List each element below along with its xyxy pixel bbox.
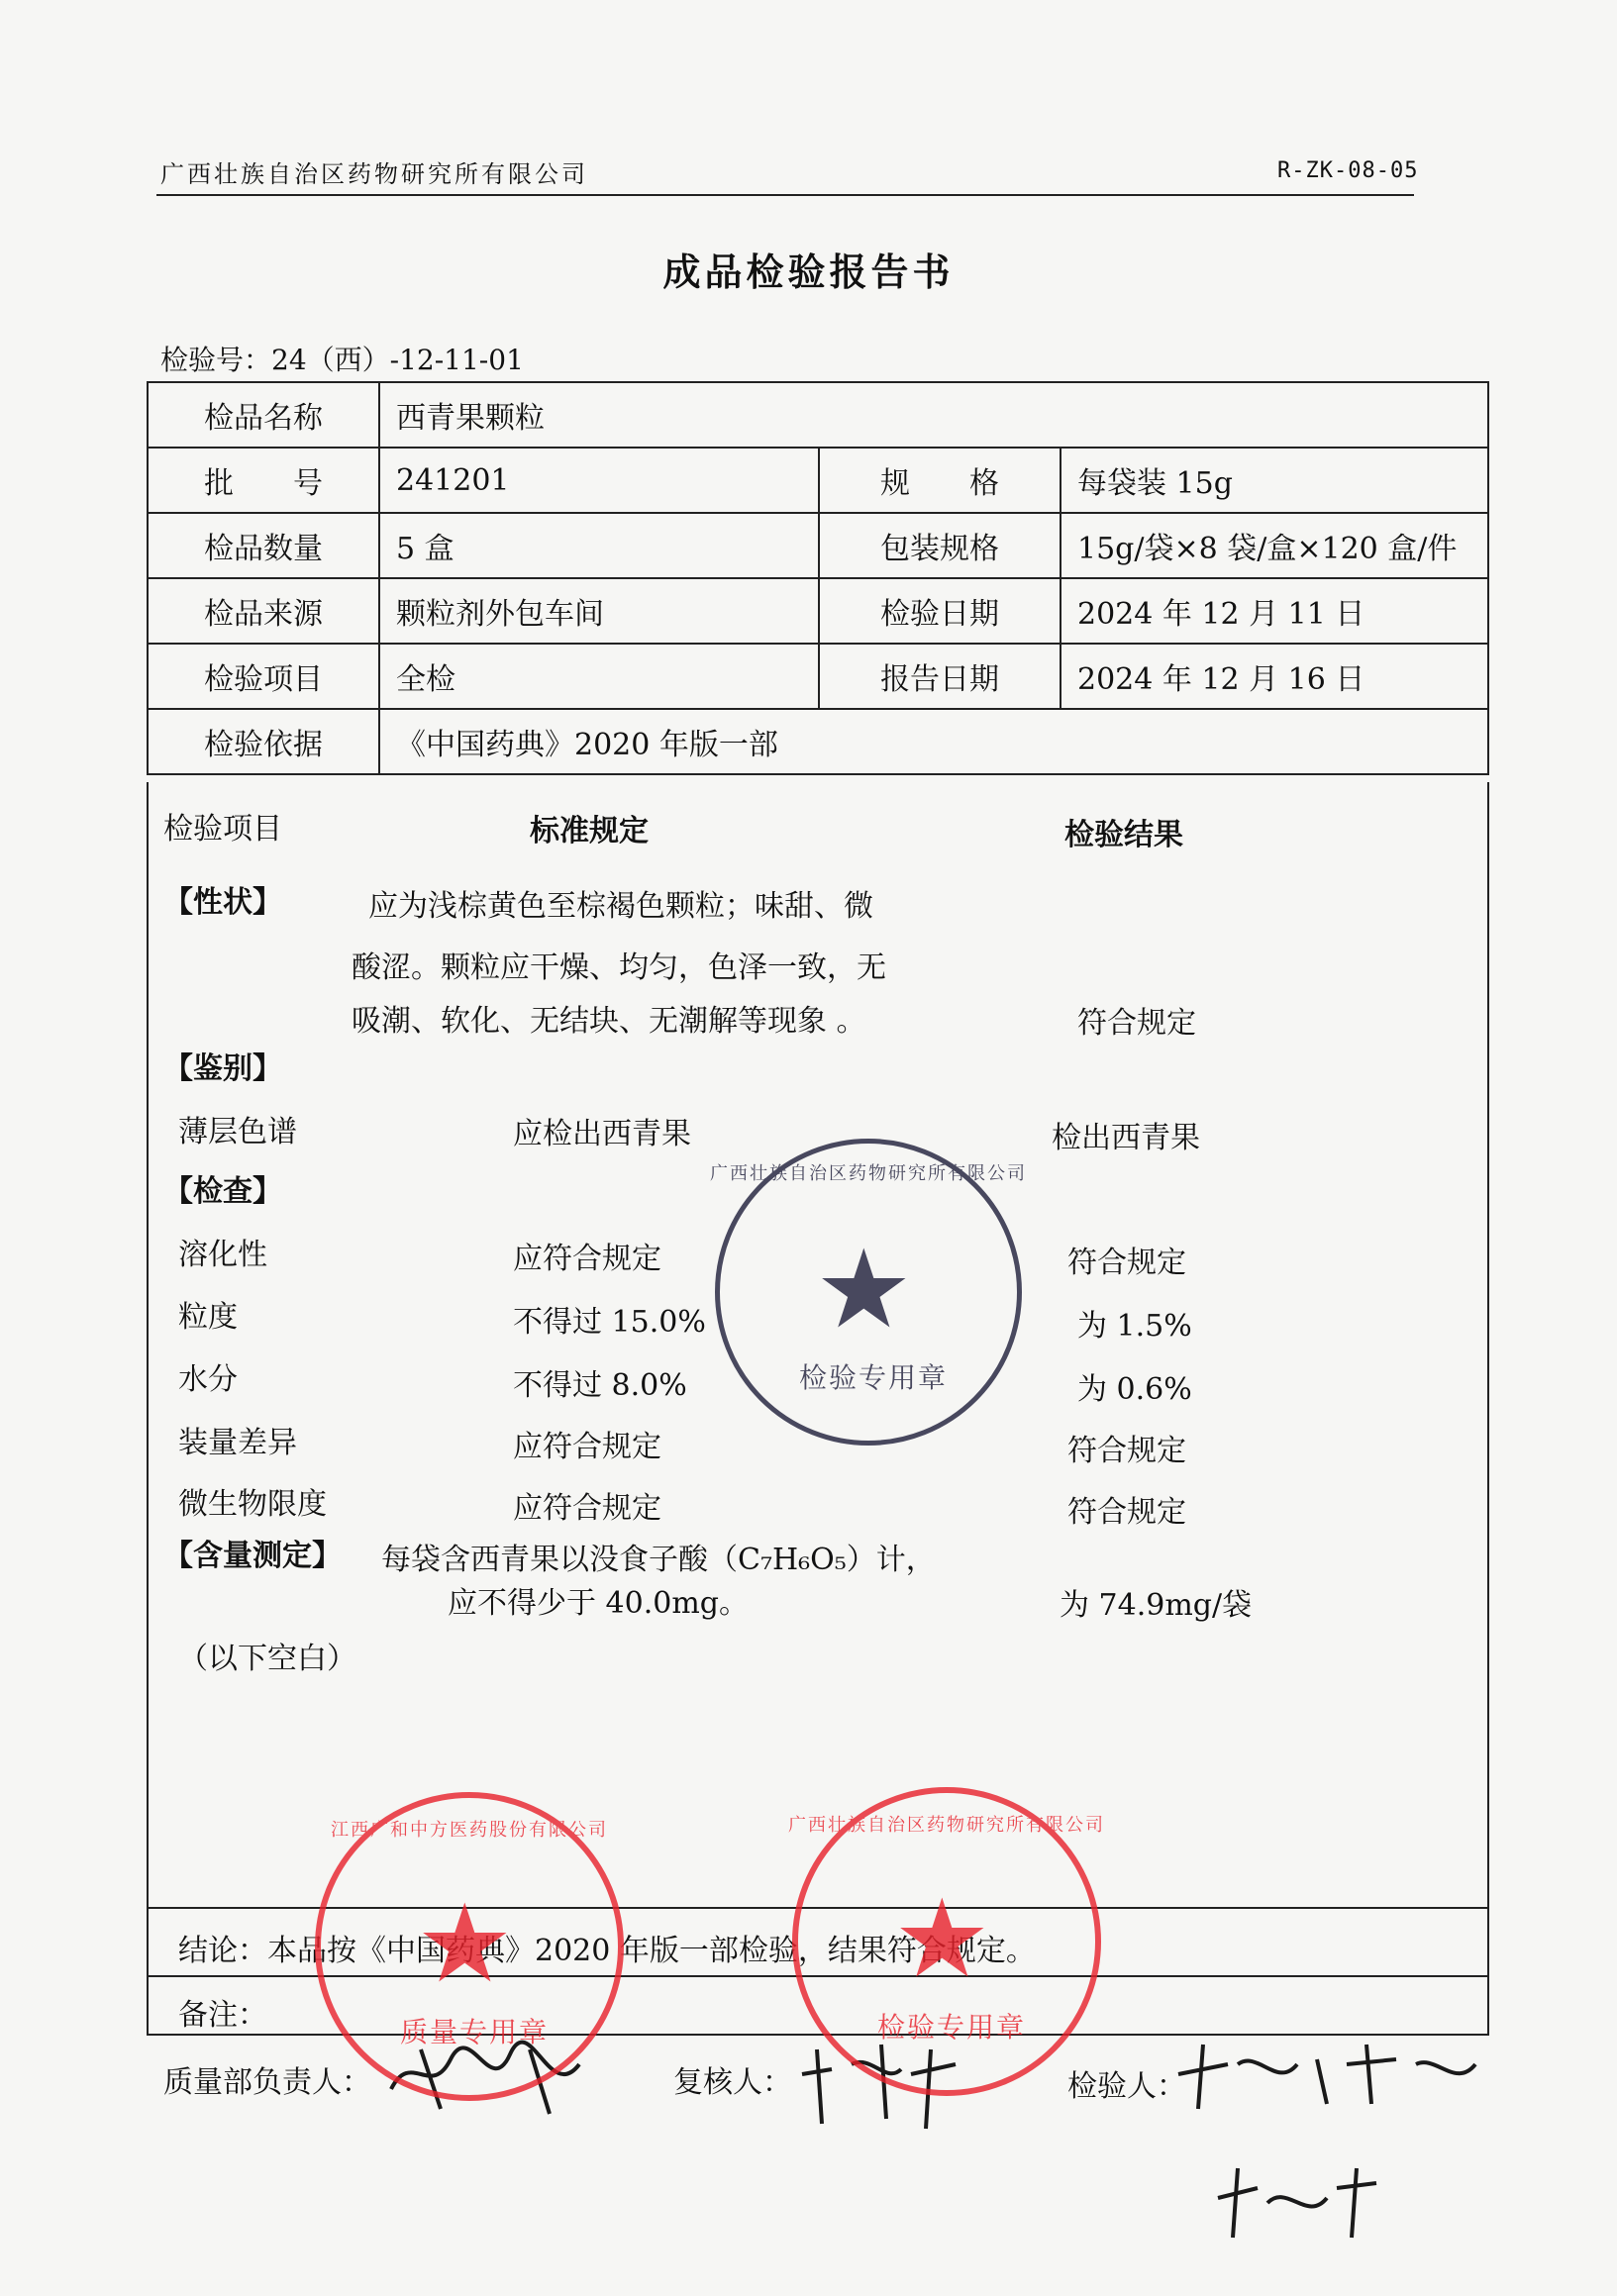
tlc-name: 薄层色谱 [178, 1115, 297, 1149]
appearance-title: 【性状】 [163, 885, 282, 920]
form-code: R-ZK-08-05 [1277, 158, 1419, 183]
remarks-label: 备注： [178, 1998, 267, 2033]
fill-variation-name: 装量差异 [178, 1426, 297, 1460]
batch-value: 241201 [379, 448, 819, 513]
table-row [148, 709, 1488, 774]
header-rule [156, 194, 1414, 196]
results-header-item: 检验项目 [163, 812, 282, 847]
microbial-limit-standard: 应符合规定 [513, 1491, 661, 1526]
table-row [148, 448, 1488, 513]
microbial-limit-result: 符合规定 [1067, 1495, 1186, 1530]
solubility-standard: 应符合规定 [513, 1242, 661, 1276]
company-name: 广西壮族自治区药物研究所有限公司 [160, 160, 588, 188]
fill-variation-result: 符合规定 [1067, 1434, 1186, 1468]
report-date-label: 报告日期 [819, 644, 1061, 709]
report-date-value: 2024 年 12 月 16 日 [1061, 644, 1488, 709]
conclusion: 结论：本品按《中国药典》2020 年版一部检验，结果符合规定。 [178, 1934, 1036, 1968]
results-header-standard: 标准规定 [530, 814, 649, 849]
fill-variation-standard: 应符合规定 [513, 1430, 661, 1464]
product-info-table [147, 381, 1489, 775]
identification-title: 【鉴别】 [163, 1051, 282, 1086]
inspection-title: 【检查】 [163, 1174, 282, 1209]
source-label: 检品来源 [148, 578, 379, 644]
star-icon: ★ [416, 1880, 514, 2007]
table-row [148, 644, 1488, 709]
item-label: 检验项目 [148, 644, 379, 709]
moisture-result: 为 0.6% [1077, 1372, 1192, 1407]
pack-value: 15g/袋×8 袋/盒×120 盒/件 [1061, 513, 1488, 578]
inspection-stamp-blue [710, 1139, 1027, 1446]
appearance-result: 符合规定 [1077, 1006, 1196, 1041]
solubility-name: 溶化性 [178, 1238, 267, 1272]
inspector-signature-2 [1208, 2158, 1386, 2247]
assay-title: 【含量测定】 [163, 1539, 342, 1573]
microbial-limit-name: 微生物限度 [178, 1487, 327, 1522]
results-header-result: 检验结果 [1064, 818, 1183, 852]
basis-value: 《中国药典》2020 年版一部 [379, 709, 1488, 774]
tlc-result: 检出西青果 [1052, 1121, 1200, 1155]
solubility-result: 符合规定 [1067, 1246, 1186, 1280]
inspection-stamp-red [788, 1787, 1105, 2096]
inspector-signature [1168, 2035, 1485, 2114]
table-row [148, 513, 1488, 578]
red-stamp1-top-text: 江西广和中方医药股份有限公司 [331, 1820, 608, 1841]
red-stamp2-top-text: 广西壮族自治区药物研究所有限公司 [788, 1815, 1105, 1836]
report-title: 成品检验报告书 [662, 250, 955, 294]
moisture-standard: 不得过 8.0% [513, 1368, 687, 1403]
appearance-standard-line1: 应为浅棕黄色至棕褐色颗粒；味甜、微 [368, 889, 873, 924]
quality-stamp-red [315, 1792, 624, 2101]
tlc-standard: 应检出西青果 [513, 1117, 691, 1151]
star-icon: ★ [893, 1875, 991, 2002]
item-value: 全检 [379, 644, 819, 709]
appearance-standard-line3: 吸潮、软化、无结块、无潮解等现象 。 [352, 1004, 866, 1039]
spec-label: 规 格 [819, 448, 1061, 513]
name-value: 西青果颗粒 [379, 382, 1488, 448]
spec-value: 每袋装 15g [1061, 448, 1488, 513]
test-date-value: 2024 年 12 月 11 日 [1061, 578, 1488, 644]
basis-label: 检验依据 [148, 709, 379, 774]
quality-head-label: 质量部负责人： [163, 2065, 371, 2100]
blue-stamp-top-text: 广西壮族自治区药物研究所有限公司 [710, 1163, 1027, 1184]
red-stamp2-bottom-text: 检验专用章 [877, 2011, 1027, 2044]
inspector-label: 检验人： [1067, 2069, 1186, 2104]
assay-result: 为 74.9mg/袋 [1060, 1588, 1253, 1623]
red-stamp1-bottom-text: 质量专用章 [400, 2016, 550, 2048]
granularity-name: 粒度 [178, 1300, 238, 1335]
inspection-number: 检验号：24（西）-12-11-01 [160, 344, 524, 376]
assay-standard-line2: 应不得少于 40.0mg。 [448, 1586, 749, 1621]
star-icon: ★ [815, 1226, 913, 1352]
moisture-name: 水分 [178, 1362, 238, 1397]
granularity-result: 为 1.5% [1077, 1309, 1192, 1344]
table-row [148, 578, 1488, 644]
qty-value: 5 盒 [379, 513, 819, 578]
table-row [148, 382, 1488, 448]
blue-stamp-bottom-text: 检验专用章 [799, 1361, 949, 1394]
appearance-standard-line2: 酸涩。颗粒应干燥、均匀，色泽一致，无 [352, 950, 886, 985]
source-value: 颗粒剂外包车间 [379, 578, 819, 644]
assay-standard-line1: 每袋含西青果以没食子酸（C₇H₆O₅）计， [381, 1543, 936, 1577]
pack-label: 包装规格 [819, 513, 1061, 578]
granularity-standard: 不得过 15.0% [513, 1305, 706, 1340]
reviewer-label: 复核人： [673, 2065, 792, 2100]
qty-label: 检品数量 [148, 513, 379, 578]
blank-note: （以下空白） [178, 1642, 356, 1676]
name-label: 检品名称 [148, 382, 379, 448]
batch-label: 批 号 [148, 448, 379, 513]
test-date-label: 检验日期 [819, 578, 1061, 644]
